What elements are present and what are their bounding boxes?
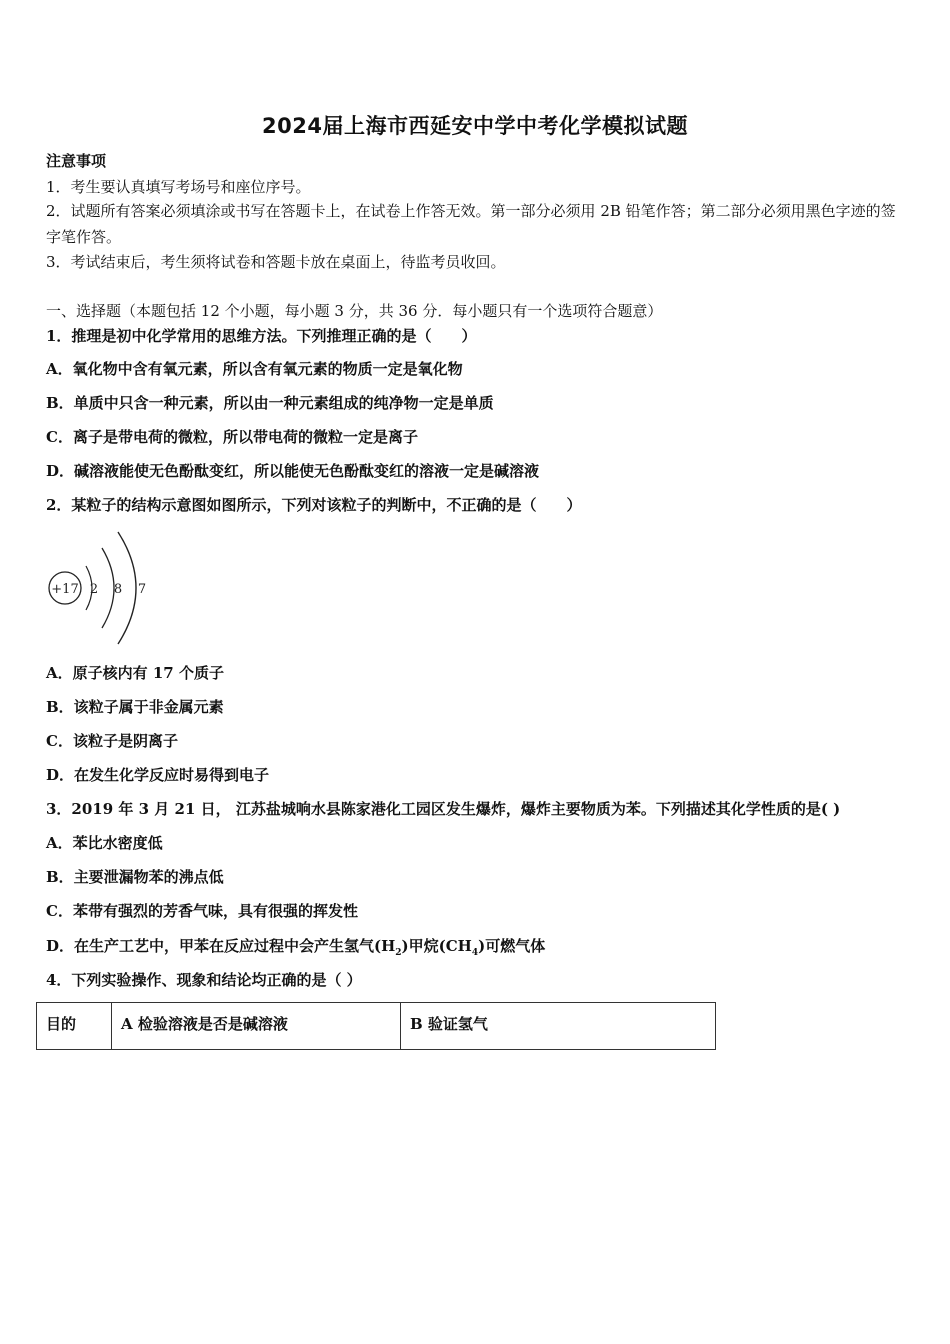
- shell-electron-count: 8: [113, 582, 123, 597]
- question-option: B．主要泄漏物苯的沸点低: [46, 868, 224, 886]
- experiment-table: [36, 1002, 716, 1050]
- option-text: )甲烷(CH: [401, 937, 472, 955]
- question-option: A．氧化物中含有氧元素，所以含有氧元素的物质一定是氧化物: [46, 360, 463, 378]
- notice-item: 3．考试结束后，考生须将试卷和答题卡放在桌面上，待监考员收回。: [46, 253, 506, 271]
- table-row: [37, 1003, 716, 1050]
- notice-item: 2．试题所有答案必须填涂或书写在答题卡上，在试卷上作答无效。第一部分必须用 2B 铅笔作答；第二部分必须用黑色字迹的签字笔作答。: [46, 202, 896, 246]
- electron-shell-arc: [102, 548, 114, 628]
- question-option: B．该粒子属于非金属元素: [46, 698, 224, 716]
- notice-heading: 注意事项: [46, 152, 107, 170]
- question-option: C．离子是带电荷的微粒，所以带电荷的微粒一定是离子: [46, 428, 418, 446]
- notice-item: 1．考生要认真填写考场号和座位序号。: [46, 178, 311, 196]
- table-cell: A 检验溶液是否是碱溶液: [112, 1003, 401, 1050]
- question-stem: 1．推理是初中化学常用的思维方法。下列推理正确的是（ ）: [46, 327, 477, 345]
- question-stem: 4．下列实验操作、现象和结论均正确的是（ ）: [46, 971, 362, 989]
- option-text: )可燃气体: [478, 937, 546, 955]
- question-option: [46, 935, 545, 964]
- table-cell: 目的: [37, 1003, 112, 1050]
- question-option: A．苯比水密度低: [46, 834, 163, 852]
- shell-electron-count: 2: [89, 582, 99, 597]
- section-heading: 一、选择题（本题包括 12 个小题，每小题 3 分，共 36 分．每小题只有一个选项符合题意）: [46, 302, 663, 320]
- page-title: 2024届上海市西延安中学中考化学模拟试题: [262, 114, 688, 138]
- question-stem: 2．某粒子的结构示意图如图所示，下列对该粒子的判断中，不正确的是（ ）: [46, 496, 582, 514]
- table-cell: B 验证氢气: [401, 1003, 716, 1050]
- shell-electron-count: 7: [137, 582, 147, 597]
- question-stem: 3．2019 年 3 月 21 日， 江苏盐城响水县陈家港化工园区发生爆炸，爆炸主要物质为苯。下列描述其化学性质的是( ): [46, 800, 841, 818]
- question-option: D．在发生化学反应时易得到电子: [46, 766, 270, 784]
- question-option: C．该粒子是阴离子: [46, 732, 178, 750]
- question-option: D．碱溶液能使无色酚酞变红，所以能使无色酚酞变红的溶液一定是碱溶液: [46, 462, 540, 480]
- atom-structure-diagram: [40, 528, 160, 648]
- question-option: C．苯带有强烈的芳香气味，具有很强的挥发性: [46, 902, 358, 920]
- question-option: B．单质中只含一种元素，所以由一种元素组成的纯净物一定是单质: [46, 394, 494, 412]
- option-text: D．在生产工艺中，甲苯在反应过程中会产生氢气(H: [46, 937, 396, 955]
- question-option: A．原子核内有 17 个质子: [46, 664, 224, 682]
- subscript: 2: [395, 948, 402, 958]
- nucleus-charge: +17: [51, 582, 79, 597]
- subscript: 4: [471, 948, 479, 958]
